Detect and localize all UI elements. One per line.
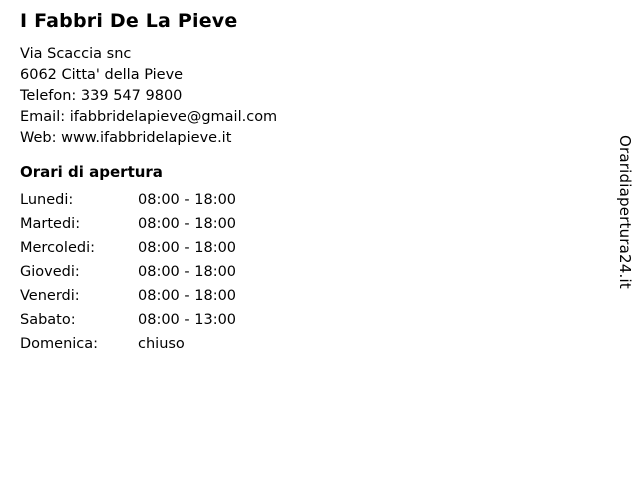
table-row <box>20 312 278 336</box>
page-title: I Fabbri De La Pieve <box>20 10 238 32</box>
day-hours: 08:00 - 18:00 <box>138 264 237 280</box>
address-line-email: Email: ifabbridelapieve@gmail.com <box>20 109 278 125</box>
opening-hours-heading: Orari di apertura <box>20 163 163 181</box>
table-row <box>20 240 278 264</box>
table-row <box>20 192 278 216</box>
day-hours: 08:00 - 18:00 <box>138 192 237 208</box>
contact-details <box>20 44 277 149</box>
day-label: Venerdi: <box>20 288 80 304</box>
address-line-city: 6062 Citta' della Pieve <box>20 67 184 83</box>
table-row <box>20 288 278 312</box>
watermark-label: Oraridiapertura24.it <box>616 135 634 289</box>
day-label: Martedi: <box>20 216 81 232</box>
day-hours: chiuso <box>138 336 185 352</box>
day-label: Sabato: <box>20 312 76 328</box>
address-line-street: Via Scaccia snc <box>20 46 132 62</box>
day-label: Mercoledi: <box>20 240 95 256</box>
address-line-phone: Telefon: 339 547 9800 <box>20 88 183 104</box>
table-row <box>20 336 278 360</box>
day-label: Lunedi: <box>20 192 74 208</box>
opening-hours-table <box>20 192 278 360</box>
day-hours: 08:00 - 18:00 <box>138 240 237 256</box>
day-label: Domenica: <box>20 336 99 352</box>
table-row <box>20 264 278 288</box>
day-hours: 08:00 - 18:00 <box>138 216 237 232</box>
address-line-web: Web: www.ifabbridelapieve.it <box>20 130 232 146</box>
table-row <box>20 216 278 240</box>
day-hours: 08:00 - 13:00 <box>138 312 237 328</box>
day-label: Giovedi: <box>20 264 80 280</box>
day-hours: 08:00 - 18:00 <box>138 288 237 304</box>
